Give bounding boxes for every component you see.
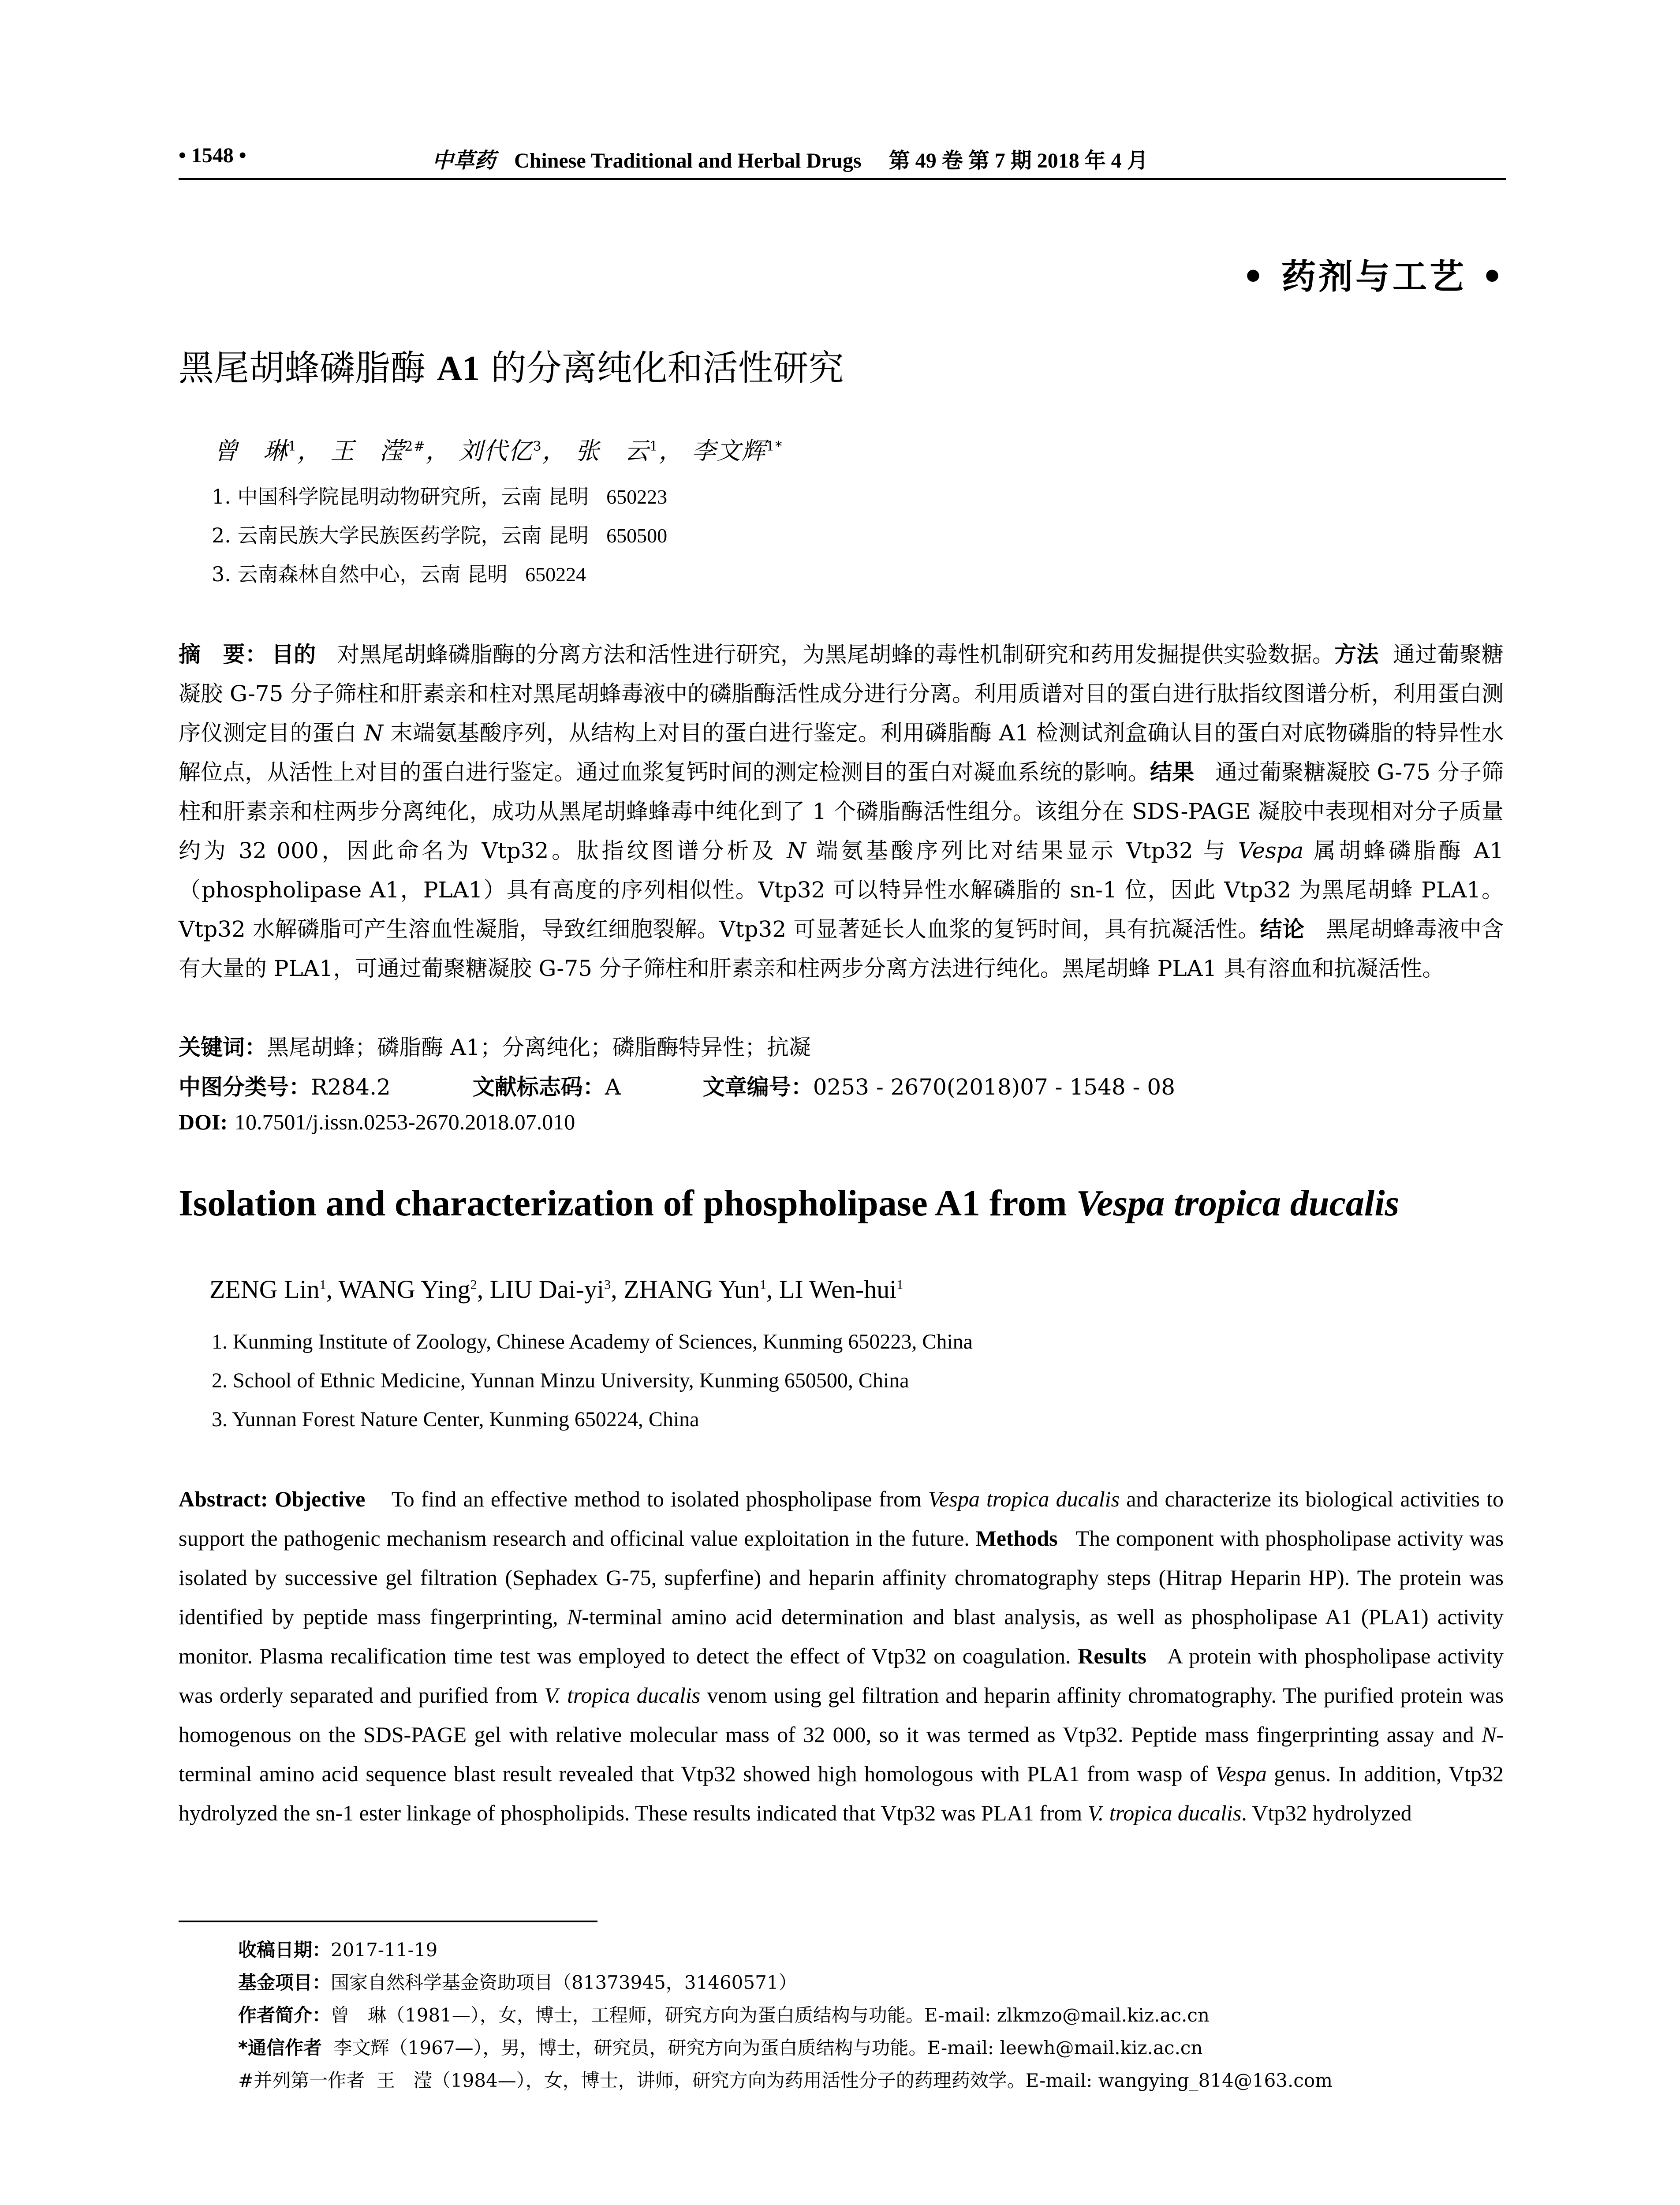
article-no-label: 文章编号： [702,1074,813,1100]
cn-keywords [179,1030,811,1061]
cn-affiliation [212,519,667,549]
italic-n: N [364,720,384,746]
results-text: 属胡蜂磷脂酶 A1（phospholipase A1，PLA1）具有高度的序列相似性。Vtp32 可以特异性水解磷脂的 sn-1 位，因此 Vtp32 为黑尾胡蜂 PLA1。Vtp32 水解磷脂可产生溶血性凝脂，导致红细胞裂解。Vtp32 可显著延长人血浆的复钙时间，具有抗凝活性。 [179,838,1504,942]
results-text: genus. In addition, Vtp32 hydrolyzed the sn-1 ester linkage of phospholipids. These results indicated that Vtp32 was PLA1 from [179,1761,1504,1825]
cn-authors [214,432,783,466]
journal-en-name: Chinese Traditional and Herbal Drugs [514,149,862,172]
cn-title-part2: 的分离纯化和活性研究 [480,348,844,389]
footnote-corresponding [238,2032,1333,2064]
page-number: • 1548 • [179,144,246,167]
italic-n: N [567,1604,582,1629]
journal-line [432,143,1148,174]
keywords-label: 关键词： [179,1035,267,1060]
author-sup: 1 [649,439,659,454]
author-sup: 2# [404,439,426,454]
corr-text: 李文辉（1967—），男，博士，研究员，研究方向为蛋白质结构与功能。E-mail: leewh@mail.kiz.ac.cn [333,2037,1203,2059]
author-sep: , [477,1275,490,1304]
en-title [179,1182,1399,1225]
doi-line [179,1109,575,1135]
results-text: A protein with phospholipase activity was orderly separated and purified from [179,1644,1504,1708]
author-sup: 1* [766,439,783,454]
author-sup: 2 [470,1277,477,1292]
footnote-rule [179,1921,597,1922]
italic-species: Vespa tropica ducalis [928,1487,1120,1511]
cn-affiliation [212,558,586,587]
author-sep: , [611,1275,624,1304]
conclusion-label: 结论 [1260,916,1305,942]
clc-label: 中图分类号： [179,1074,311,1100]
bio-text: 曾 琳（1981—），女，博士，工程师，研究方向为蛋白质结构与功能。E-mail: zlkmzo@mail.kiz.ac.cn [331,2004,1210,2026]
cn-title [179,340,844,390]
methods-label: Methods [975,1526,1058,1551]
italic-n: N [787,838,806,863]
journal-issue: 第 49 卷 第 7 期 2018 年 4 月 [889,149,1148,172]
results-text: . Vtp32 hydrolyzed [1241,1801,1412,1825]
objective-text: and characterize its biological activities to support the pathogenic mechanism research and officinal value exploitation in the future. [179,1487,1504,1551]
en-title-main: Isolation and characterization of phospholipase A1 from [179,1183,1076,1224]
clc-value: R284.2 [311,1074,391,1100]
en-title-species: Vespa tropica ducalis [1076,1183,1400,1224]
running-header [179,143,1506,179]
footnote-cofirst [238,2064,1333,2097]
author-name: 张 云 [575,437,650,465]
postal-code: 650223 [606,486,668,508]
cn-affiliation [212,481,667,510]
affiliation-text: 1. 中国科学院昆明动物研究所，云南 昆明 [212,485,589,508]
results-text: -terminal amino acid sequence blast result revealed that Vtp32 showed high homologous with PLA1 from wasp of [179,1722,1504,1786]
cofirst-label: #并列第一作者 [238,2070,365,2091]
author-sup: 1 [896,1277,903,1292]
bio-label: 作者简介： [238,2004,331,2026]
conclusion-text: 黑尾胡蜂毒液中含有大量的 PLA1，可通过葡聚糖凝胶 G-75 分子筛柱和肝素亲和柱两步分离方法进行纯化。黑尾胡蜂 PLA1 具有溶血和抗凝活性。 [179,916,1504,981]
author-name: 曾 琳 [214,437,288,465]
results-label: Results [1078,1644,1146,1668]
doi-label: DOI: [179,1110,228,1134]
author-sup: 1 [319,1277,326,1292]
postal-code: 650224 [525,563,586,586]
methods-text: 通过葡聚糖凝胶 G-75 分子筛柱和肝素亲和柱对黑尾胡蜂毒液中的磷脂酶活性成分进行分离。利用质谱对目的蛋白进行肽指纹图谱分析，利用蛋白测序仪测定目的蛋白 [179,642,1504,746]
affiliation-text: 3. 云南森林自然中心，云南 昆明 [212,562,508,586]
italic-genus: Vespa [1238,838,1304,863]
footnotes [238,1934,1333,2097]
keywords-text: 黑尾胡蜂；磷脂酶 A1；分离纯化；磷脂酶特异性；抗凝 [267,1035,811,1060]
results-text: venom using gel filtration and heparin affinity chromatography. The purified protein was homogenous on the SDS-PAGE gel with relative molecular mass of 32 000, so it was termed as Vtp32. Peptide mass fingerprinting assay and [179,1683,1504,1747]
author-sup: 3 [533,439,542,454]
methods-text: The component with phospholipase activity was isolated by successive gel filtration (Sephadex G-75, supferfine) and heparin affinity chromatography steps (Hitrap Heparin HP). The protein was identified by peptide mass fingerprinting, [179,1526,1504,1629]
received-date: 2017-11-19 [331,1939,438,1961]
author-name: ZENG Lin [209,1275,320,1304]
en-abstract [179,1480,1504,1833]
author-sep: ， [542,437,567,465]
results-text: 端氨基酸序列比对结果显示 Vtp32 与 [806,838,1238,863]
received-label: 收稿日期： [238,1939,331,1961]
author-name: ZHANG Yun [623,1275,760,1304]
author-name: LIU Dai-yi [489,1275,605,1304]
italic-genus: Vespa [1215,1761,1267,1786]
section-tag: • 药剂与工艺 • [1242,257,1506,297]
author-sup: 3 [604,1277,611,1292]
journal-cn-brand: 中草药 [432,148,496,173]
cn-classification [179,1069,1175,1101]
abstract-label: 摘 要： [179,642,268,667]
doc-code-value: A [605,1074,621,1100]
fund-text: 国家自然科学基金资助项目（81373945，31460571） [331,1972,797,1993]
results-label: 结果 [1150,759,1195,785]
en-affiliation: 1. Kunming Institute of Zoology, Chinese Academy of Sciences, Kunming 650223, China [212,1330,973,1353]
abstract-label: Abstract: Objective [179,1487,366,1511]
author-sup: 1 [288,439,298,454]
doc-code-label: 文献标志码： [472,1074,605,1100]
author-sep: ， [297,437,322,465]
methods-text: -terminal amino acid determination and blast analysis, as well as phospholipase A1 (PLA1) activity monitor. Plasma recalification time test was employed to detect the effect of Vtp32 on coagulation. [179,1604,1504,1668]
article-no-value: 0253 - 2670(2018)07 - 1548 - 08 [813,1074,1176,1100]
methods-label: 方法 [1334,642,1379,667]
footnote-fund [238,1966,1333,1999]
author-name: 王 滢 [330,437,405,465]
italic-n: N [1481,1722,1497,1747]
fund-label: 基金项目： [238,1972,331,1993]
cofirst-text: 王 滢（1984—），女，博士，讲师，研究方向为药用活性分子的药理药效学。E-mail: wangying_814@163.com [376,2070,1333,2091]
author-name: LI Wen-hui [779,1275,897,1304]
author-sup: 1 [759,1277,766,1292]
italic-species: V. tropica ducalis [544,1683,701,1708]
footnote-received [238,1934,1333,1966]
cn-title-part1: 黑尾胡蜂磷脂酶 [179,348,437,389]
cn-abstract [179,635,1504,988]
author-sep: ， [426,437,451,465]
postal-code: 650500 [606,524,668,547]
italic-species: V. tropica ducalis [1087,1801,1242,1825]
doi-link[interactable]: 10.7501/j.issn.0253-2670.2018.07.010 [235,1110,575,1134]
affiliation-text: 2. 云南民族大学民族医药学院，云南 昆明 [212,523,589,547]
en-affiliation: 2. School of Ethnic Medicine, Yunnan Minzu University, Kunming 650500, China [212,1369,909,1392]
author-sep: ， [659,437,684,465]
objective-text: To find an effective method to isolated phospholipase from [391,1487,929,1511]
objective-text: 对黑尾胡蜂磷脂酶的分离方法和活性进行研究，为黑尾胡蜂的毒性机制研究和药用发掘提供实验数据。 [337,642,1335,667]
en-affiliation: 3. Yunnan Forest Nature Center, Kunming 650224, China [212,1408,699,1431]
author-name: 刘代亿 [459,437,533,465]
author-sep: , [326,1275,339,1304]
objective-label: 目的 [272,642,316,667]
author-name: WANG Ying [338,1275,470,1304]
results-text: 通过葡聚糖凝胶 G-75 分子筛柱和肝素亲和柱两步分离纯化，成功从黑尾胡蜂蜂毒中纯化到了 1 个磷脂酶活性组分。该组分在 SDS-PAGE 凝胶中表现相对分子质量约为 32 000，因此命名为 Vtp32。肽指纹图谱分析及 [179,759,1504,863]
corr-label: *通信作者 [238,2037,322,2059]
footnote-bio [238,1999,1333,2032]
header-rule [179,178,1506,180]
author-name: 李文辉 [692,437,766,465]
cn-title-bold: A1 [437,349,480,388]
author-sep: , [766,1275,779,1304]
methods-text: 末端氨基酸序列，从结构上对目的蛋白进行鉴定。利用磷脂酶 A1 检测试剂盒确认目的蛋白对底物磷脂的特异性水解位点，从活性上对目的蛋白进行鉴定。通过血浆复钙时间的测定检测目的蛋白对凝血系统的影响。 [179,720,1504,785]
en-authors [209,1274,903,1304]
